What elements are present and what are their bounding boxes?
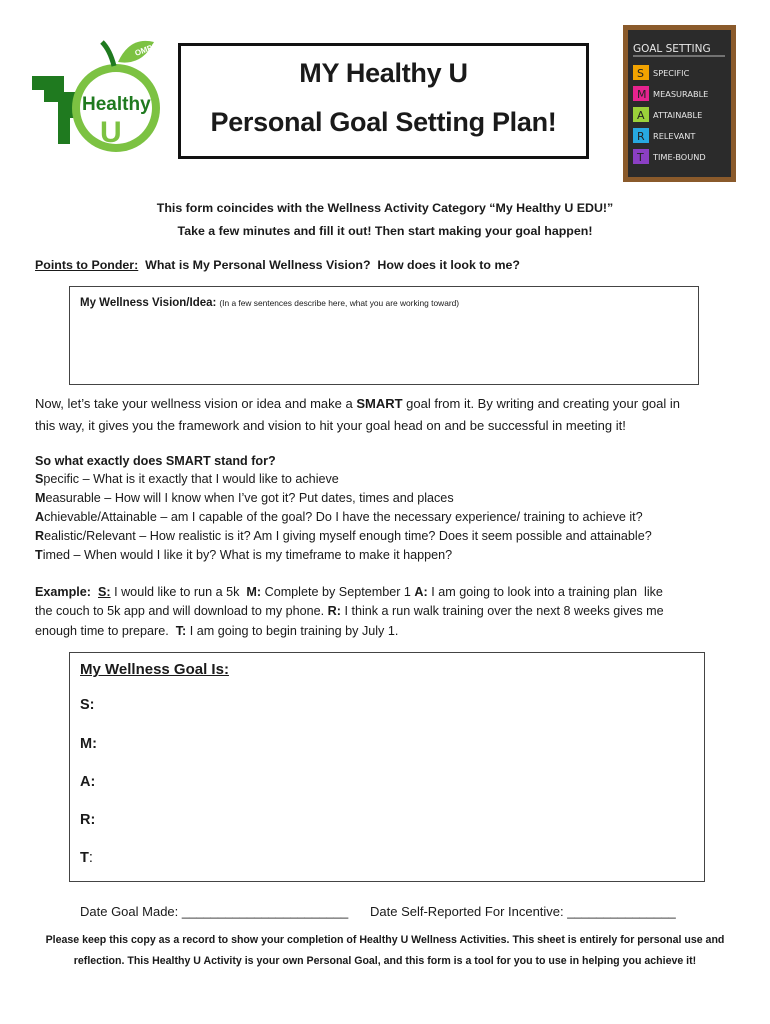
goal-field-attainable[interactable]: A: xyxy=(80,774,96,790)
goal-field-realistic[interactable]: R: xyxy=(80,812,96,828)
example-line-3-a: enough time to prepare. xyxy=(35,624,176,638)
chalkboard-word: SPECIFIC xyxy=(653,68,690,78)
goal-field-measurable[interactable]: M: xyxy=(80,736,97,752)
chalkboard-letter: R xyxy=(637,130,645,143)
example-line-2-b: I think a run walk training over the next 8 weeks gives me xyxy=(340,604,664,618)
smart-intro-line-1 xyxy=(35,396,680,411)
title-line-2: Personal Goal Setting Plan! xyxy=(210,107,557,137)
healthy-u-logo xyxy=(30,32,162,154)
date-self-reported-field[interactable]: Date Self-Reported For Incentive: _______________ xyxy=(370,904,676,919)
example-a-label: A: xyxy=(414,585,428,599)
chalkboard-word: RELEVANT xyxy=(653,131,696,141)
goal-field-timed[interactable] xyxy=(80,850,93,866)
example-label: Example: xyxy=(35,585,91,599)
smart-item-lead: A xyxy=(35,510,45,524)
chalkboard-letter: T xyxy=(637,151,644,164)
smart-item-text: easurable – How will I know when I’ve got it? Put dates, times and places xyxy=(45,491,454,505)
example-t-label: T: xyxy=(175,624,187,638)
ponder-label: Points to Ponder: xyxy=(35,258,139,272)
example-r-label: R: xyxy=(327,604,341,618)
logo-healthy-text: Healthy xyxy=(82,94,151,115)
example-m-label: M: xyxy=(246,585,262,599)
chalkboard-word: ATTAINABLE xyxy=(653,110,703,120)
smart-item-specific xyxy=(35,472,339,486)
smart-intro-keyword: SMART xyxy=(356,396,403,411)
smart-item-measurable xyxy=(35,491,454,505)
smart-item-text: imed – When would I like it by? What is my timeframe to make it happen? xyxy=(42,548,453,562)
smart-chalkboard-image xyxy=(623,25,736,182)
ponder-text: What is My Personal Wellness Vision? How does it look to me? xyxy=(138,258,520,272)
footer-line-1: Please keep this copy as a record to show your completion of Healthy U Wellness Activities. This sheet is entirely for personal use and xyxy=(45,934,725,946)
goal-field-specific[interactable]: S: xyxy=(80,697,95,713)
smart-item-lead: T xyxy=(35,548,43,562)
example-line-2-a: the couch to 5k app and will download to my phone. xyxy=(35,604,328,618)
vision-label-text: My Wellness Vision/Idea: xyxy=(80,297,217,309)
goal-t-letter: T xyxy=(80,850,89,866)
intro-line-1: This form coincides with the Wellness Activity Category “My Healthy U EDU!” xyxy=(156,201,614,215)
chalkboard-letter: S xyxy=(637,67,644,80)
example-line-3 xyxy=(35,624,398,638)
smart-item-achievable xyxy=(35,510,643,524)
wellness-vision-field[interactable] xyxy=(69,286,699,385)
smart-intro-text-a: Now, let’s take your wellness vision or idea and make a xyxy=(35,396,357,411)
example-m-text: Complete by September 1 xyxy=(261,585,415,599)
smart-item-lead: M xyxy=(35,491,46,505)
smart-heading: So what exactly does SMART stand for? xyxy=(35,454,276,468)
date-goal-made-field[interactable]: Date Goal Made: _______________________ xyxy=(80,904,349,919)
example-s-label: S: xyxy=(98,585,111,599)
smart-item-text: pecific – What is it exactly that I would like to achieve xyxy=(43,472,339,486)
example-s-text: I would like to run a 5k xyxy=(110,585,247,599)
points-to-ponder xyxy=(35,258,520,272)
title-box xyxy=(178,43,589,159)
chalkboard-letter: M xyxy=(637,88,647,101)
intro-line-2: Take a few minutes and fill it out! Then start making your goal happen! xyxy=(177,224,593,238)
smart-item-realistic xyxy=(35,529,652,543)
chalkboard-word: MEASURABLE xyxy=(653,89,709,99)
chalkboard-heading: GOAL SETTING xyxy=(633,43,711,55)
chalkboard-letter: A xyxy=(637,109,645,122)
smart-intro-line-2: this way, it gives you the framework and vision to hit your goal head on and be successful in meeting it! xyxy=(35,418,626,433)
smart-item-text: ealistic/Relevant – How realistic is it? Am I giving myself enough time? Does it seem possible and attainable? xyxy=(44,529,652,543)
goal-heading: My Wellness Goal Is: xyxy=(80,661,229,678)
smart-item-lead: S xyxy=(35,472,44,486)
smart-item-timed xyxy=(35,548,452,562)
title-line-1: MY Healthy U xyxy=(299,58,468,88)
goal-t-colon: : xyxy=(88,850,93,866)
vision-hint: (In a few sentences describe here, what you are working toward) xyxy=(219,298,460,308)
example-line-2 xyxy=(35,604,664,618)
chalkboard-word: TIME-BOUND xyxy=(653,152,706,162)
smart-intro-text-c: goal from it. By writing and creating your goal in xyxy=(402,396,680,411)
vision-label xyxy=(80,297,459,309)
smart-item-lead: R xyxy=(35,529,45,543)
logo-u-text: U xyxy=(100,116,122,149)
example-line-3-b: I am going to begin training by July 1. xyxy=(186,624,399,638)
wellness-goal-box xyxy=(69,652,705,882)
example-a-text: I am going to look into a training plan like xyxy=(427,585,663,599)
logo-omps-text: OMPS xyxy=(133,41,159,58)
footer-line-2: reflection. This Healthy U Activity is your own Personal Goal, and this form is a tool for you to use in helping you achieve it! xyxy=(73,955,697,967)
example-line-1 xyxy=(35,585,663,599)
smart-item-text: chievable/Attainable – am I capable of the goal? Do I have the necessary experience/ training to achieve it? xyxy=(44,510,643,524)
